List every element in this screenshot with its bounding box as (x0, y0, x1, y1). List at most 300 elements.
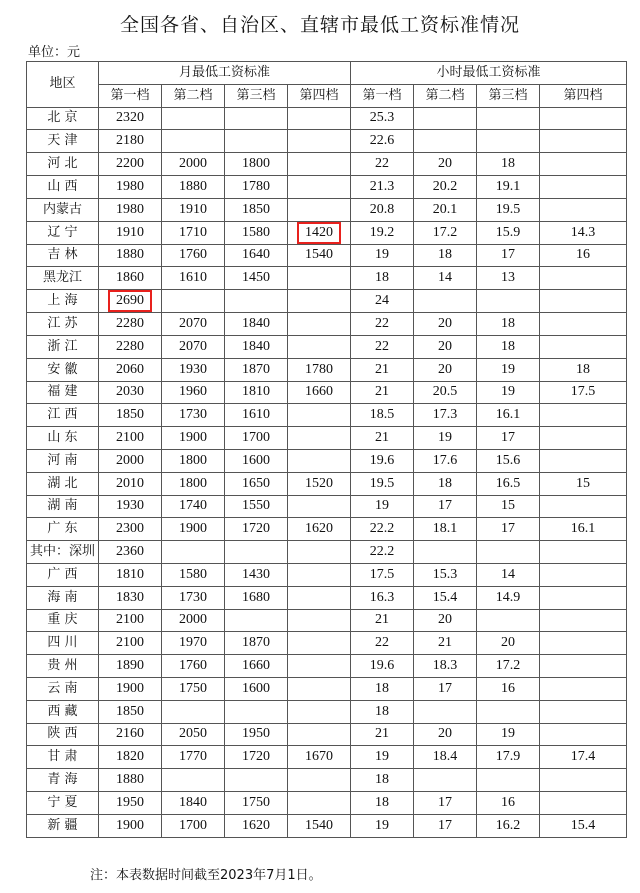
region-cell: 甘 肃 (27, 746, 99, 769)
monthly-tier-1-cell: 1820 (99, 746, 162, 769)
region-cell: 广 东 (27, 518, 99, 541)
hourly-tier-4-cell (540, 655, 627, 678)
table-row (27, 586, 627, 609)
hourly-tier-3-cell: 18 (477, 313, 540, 336)
hourly-tier-3-cell: 15 (477, 495, 540, 518)
monthly-tier-2-cell (162, 290, 225, 313)
hourly-tier-1-cell: 19 (351, 495, 414, 518)
monthly-tier-4-cell (288, 267, 351, 290)
monthly-tier-4-cell: 1660 (288, 381, 351, 404)
monthly-tier-2-cell (162, 130, 225, 153)
monthly-tier-4-cell (288, 427, 351, 450)
monthly-tier-3-cell: 1840 (225, 335, 288, 358)
monthly-tier-4-cell (288, 290, 351, 313)
monthly-tier-4-cell (288, 153, 351, 176)
monthly-tier-4-cell (288, 198, 351, 221)
monthly-tier-3-cell: 1450 (225, 267, 288, 290)
region-cell: 上 海 (27, 290, 99, 313)
monthly-tier-3-cell: 1580 (225, 221, 288, 244)
hourly-tier-4-cell (540, 791, 627, 814)
region-cell: 云 南 (27, 677, 99, 700)
monthly-tier-1-cell (99, 290, 162, 313)
hourly-tier-2-cell: 18.3 (414, 655, 477, 678)
hourly-tier-1-cell: 21 (351, 358, 414, 381)
hourly-tier-1-cell: 22.2 (351, 518, 414, 541)
table-row (27, 495, 627, 518)
table-row (27, 723, 627, 746)
monthly-tier-3-cell: 1800 (225, 153, 288, 176)
hourly-tier-3-cell: 18 (477, 335, 540, 358)
hourly-tier-3-cell: 16 (477, 791, 540, 814)
monthly-tier-4-cell (288, 130, 351, 153)
hourly-tier-1-cell: 18 (351, 700, 414, 723)
monthly-tier-1-cell: 1880 (99, 769, 162, 792)
table-row (27, 427, 627, 450)
monthly-tier-1-cell: 1930 (99, 495, 162, 518)
region-cell: 广 西 (27, 563, 99, 586)
hourly-tier-4-cell (540, 723, 627, 746)
table-row (27, 290, 627, 313)
region-cell: 四 川 (27, 632, 99, 655)
hourly-tier-2-cell: 20 (414, 358, 477, 381)
region-cell: 河 南 (27, 449, 99, 472)
monthly-tier-2-cell: 1770 (162, 746, 225, 769)
monthly-tier-4-cell (288, 723, 351, 746)
monthly-tier-4-cell (288, 221, 351, 244)
header-monthly-tier-1: 第一档 (99, 84, 162, 107)
hourly-tier-4-cell (540, 404, 627, 427)
monthly-tier-4-cell: 1620 (288, 518, 351, 541)
monthly-tier-2-cell: 1800 (162, 449, 225, 472)
monthly-tier-4-cell (288, 449, 351, 472)
hourly-tier-3-cell (477, 769, 540, 792)
hourly-tier-1-cell: 22 (351, 153, 414, 176)
monthly-tier-4-cell (288, 175, 351, 198)
monthly-tier-3-cell (225, 107, 288, 130)
monthly-tier-3-cell (225, 769, 288, 792)
hourly-tier-1-cell: 21.3 (351, 175, 414, 198)
region-cell: 青 海 (27, 769, 99, 792)
hourly-tier-2-cell: 18.1 (414, 518, 477, 541)
region-cell: 陕 西 (27, 723, 99, 746)
hourly-tier-1-cell: 19.6 (351, 655, 414, 678)
monthly-tier-4-cell: 1540 (288, 244, 351, 267)
monthly-tier-3-cell: 1660 (225, 655, 288, 678)
monthly-tier-1-cell: 2200 (99, 153, 162, 176)
hourly-tier-2-cell: 15.4 (414, 586, 477, 609)
hourly-tier-3-cell (477, 290, 540, 313)
monthly-tier-2-cell: 2070 (162, 313, 225, 336)
hourly-tier-3-cell (477, 541, 540, 564)
monthly-tier-2-cell (162, 107, 225, 130)
hourly-tier-3-cell: 17 (477, 427, 540, 450)
hourly-tier-4-cell (540, 769, 627, 792)
hourly-tier-4-cell: 17.5 (540, 381, 627, 404)
table-row (27, 632, 627, 655)
header-monthly-group: 月最低工资标准 (99, 62, 351, 85)
monthly-tier-3-cell: 1870 (225, 632, 288, 655)
hourly-tier-4-cell (540, 586, 627, 609)
table-row (27, 700, 627, 723)
monthly-tier-3-cell: 1700 (225, 427, 288, 450)
monthly-tier-1-cell: 1880 (99, 244, 162, 267)
monthly-tier-4-cell (288, 769, 351, 792)
hourly-tier-2-cell (414, 130, 477, 153)
footnote: 注：本表数据时间截至2023年7月1日。 (90, 868, 322, 883)
monthly-tier-2-cell: 1610 (162, 267, 225, 290)
table-row (27, 655, 627, 678)
hourly-tier-4-cell (540, 290, 627, 313)
region-cell: 重 庆 (27, 609, 99, 632)
monthly-tier-4-cell: 1540 (288, 814, 351, 837)
region-cell: 辽 宁 (27, 221, 99, 244)
hourly-tier-4-cell: 15 (540, 472, 627, 495)
table-row (27, 609, 627, 632)
monthly-tier-3-cell: 1750 (225, 791, 288, 814)
hourly-tier-4-cell (540, 541, 627, 564)
monthly-tier-1-cell: 1950 (99, 791, 162, 814)
monthly-tier-2-cell: 2070 (162, 335, 225, 358)
table-row (27, 769, 627, 792)
table-row (27, 404, 627, 427)
hourly-tier-1-cell: 18 (351, 791, 414, 814)
region-cell: 海 南 (27, 586, 99, 609)
hourly-tier-1-cell: 22.6 (351, 130, 414, 153)
hourly-tier-1-cell: 22 (351, 335, 414, 358)
monthly-tier-3-cell: 1430 (225, 563, 288, 586)
hourly-tier-4-cell (540, 700, 627, 723)
table-row (27, 746, 627, 769)
hourly-tier-1-cell: 17.5 (351, 563, 414, 586)
table-row (27, 221, 627, 244)
table-row (27, 130, 627, 153)
table-row (27, 107, 627, 130)
hourly-tier-1-cell: 21 (351, 723, 414, 746)
hourly-tier-3-cell: 19 (477, 381, 540, 404)
hourly-tier-2-cell: 17.2 (414, 221, 477, 244)
table-row (27, 267, 627, 290)
monthly-tier-2-cell: 1840 (162, 791, 225, 814)
hourly-tier-3-cell: 13 (477, 267, 540, 290)
hourly-tier-2-cell: 20 (414, 153, 477, 176)
hourly-tier-1-cell: 18 (351, 267, 414, 290)
highlight-box: 1420 (297, 222, 341, 244)
header-row-tiers (27, 84, 627, 107)
monthly-tier-2-cell: 1700 (162, 814, 225, 837)
hourly-tier-3-cell (477, 130, 540, 153)
hourly-tier-4-cell (540, 632, 627, 655)
monthly-tier-1-cell: 2180 (99, 130, 162, 153)
monthly-tier-3-cell (225, 609, 288, 632)
hourly-tier-3-cell: 19 (477, 723, 540, 746)
hourly-tier-4-cell: 15.4 (540, 814, 627, 837)
hourly-tier-4-cell (540, 313, 627, 336)
monthly-tier-1-cell: 1830 (99, 586, 162, 609)
hourly-tier-2-cell: 19 (414, 427, 477, 450)
monthly-tier-1-cell: 2100 (99, 632, 162, 655)
region-cell: 西 藏 (27, 700, 99, 723)
table-row (27, 677, 627, 700)
header-monthly-tier-2: 第二档 (162, 84, 225, 107)
monthly-tier-4-cell (288, 335, 351, 358)
hourly-tier-3-cell (477, 609, 540, 632)
hourly-tier-1-cell: 20.8 (351, 198, 414, 221)
monthly-tier-4-cell (288, 609, 351, 632)
hourly-tier-1-cell: 19 (351, 814, 414, 837)
monthly-tier-1-cell: 2100 (99, 427, 162, 450)
header-hourly-tier-1: 第一档 (351, 84, 414, 107)
hourly-tier-1-cell: 19 (351, 244, 414, 267)
table-row (27, 791, 627, 814)
hourly-tier-3-cell: 14 (477, 563, 540, 586)
hourly-tier-4-cell: 16 (540, 244, 627, 267)
table-row (27, 358, 627, 381)
monthly-tier-1-cell: 2000 (99, 449, 162, 472)
hourly-tier-2-cell: 15.3 (414, 563, 477, 586)
region-cell: 黑龙江 (27, 267, 99, 290)
monthly-tier-4-cell (288, 632, 351, 655)
header-hourly-tier-2: 第二档 (414, 84, 477, 107)
hourly-tier-4-cell: 16.1 (540, 518, 627, 541)
hourly-tier-4-cell (540, 153, 627, 176)
hourly-tier-2-cell: 20 (414, 609, 477, 632)
monthly-tier-2-cell: 1960 (162, 381, 225, 404)
monthly-tier-1-cell: 1980 (99, 175, 162, 198)
hourly-tier-1-cell: 18 (351, 677, 414, 700)
hourly-tier-3-cell: 18 (477, 153, 540, 176)
hourly-tier-4-cell (540, 175, 627, 198)
hourly-tier-4-cell (540, 267, 627, 290)
hourly-tier-3-cell: 16.1 (477, 404, 540, 427)
hourly-tier-2-cell: 17 (414, 677, 477, 700)
monthly-tier-1-cell: 1900 (99, 677, 162, 700)
monthly-tier-2-cell: 2000 (162, 153, 225, 176)
hourly-tier-2-cell (414, 700, 477, 723)
table-body (27, 107, 627, 837)
monthly-tier-4-cell (288, 586, 351, 609)
monthly-tier-1-cell: 2300 (99, 518, 162, 541)
monthly-tier-2-cell: 1760 (162, 655, 225, 678)
hourly-tier-4-cell: 17.4 (540, 746, 627, 769)
table-row (27, 335, 627, 358)
monthly-tier-4-cell (288, 495, 351, 518)
hourly-tier-3-cell (477, 107, 540, 130)
monthly-tier-1-cell: 1850 (99, 404, 162, 427)
hourly-tier-3-cell: 16.5 (477, 472, 540, 495)
hourly-tier-1-cell: 25.3 (351, 107, 414, 130)
hourly-tier-2-cell: 17.6 (414, 449, 477, 472)
monthly-tier-3-cell (225, 290, 288, 313)
hourly-tier-1-cell: 19.2 (351, 221, 414, 244)
hourly-tier-2-cell (414, 769, 477, 792)
table-row (27, 563, 627, 586)
monthly-tier-4-cell (288, 541, 351, 564)
hourly-tier-1-cell: 19.5 (351, 472, 414, 495)
monthly-tier-4-cell (288, 791, 351, 814)
hourly-tier-3-cell: 15.9 (477, 221, 540, 244)
header-hourly-group: 小时最低工资标准 (351, 62, 627, 85)
table-row (27, 313, 627, 336)
monthly-tier-1-cell: 1810 (99, 563, 162, 586)
monthly-tier-1-cell: 2010 (99, 472, 162, 495)
header-monthly-tier-3: 第三档 (225, 84, 288, 107)
monthly-tier-3-cell: 1720 (225, 746, 288, 769)
hourly-tier-2-cell: 18 (414, 244, 477, 267)
monthly-tier-2-cell: 1580 (162, 563, 225, 586)
hourly-tier-3-cell: 14.9 (477, 586, 540, 609)
hourly-tier-1-cell: 22 (351, 632, 414, 655)
monthly-tier-3-cell: 1650 (225, 472, 288, 495)
table-row (27, 244, 627, 267)
monthly-tier-1-cell: 2100 (99, 609, 162, 632)
monthly-tier-1-cell: 2320 (99, 107, 162, 130)
table-row (27, 814, 627, 837)
region-cell: 北 京 (27, 107, 99, 130)
region-cell: 江 苏 (27, 313, 99, 336)
hourly-tier-4-cell: 14.3 (540, 221, 627, 244)
hourly-tier-1-cell: 22.2 (351, 541, 414, 564)
hourly-tier-3-cell: 19.1 (477, 175, 540, 198)
monthly-tier-3-cell: 1870 (225, 358, 288, 381)
monthly-tier-2-cell: 1880 (162, 175, 225, 198)
monthly-tier-4-cell (288, 313, 351, 336)
region-cell: 山 东 (27, 427, 99, 450)
monthly-tier-4-cell: 1670 (288, 746, 351, 769)
region-cell: 安 徽 (27, 358, 99, 381)
monthly-tier-4-cell: 1520 (288, 472, 351, 495)
monthly-tier-1-cell: 1910 (99, 221, 162, 244)
region-cell: 山 西 (27, 175, 99, 198)
table-row (27, 198, 627, 221)
monthly-tier-2-cell: 1910 (162, 198, 225, 221)
hourly-tier-1-cell: 19.6 (351, 449, 414, 472)
monthly-tier-3-cell: 1680 (225, 586, 288, 609)
monthly-tier-2-cell: 1750 (162, 677, 225, 700)
hourly-tier-2-cell (414, 290, 477, 313)
monthly-tier-3-cell: 1840 (225, 313, 288, 336)
hourly-tier-3-cell: 16 (477, 677, 540, 700)
monthly-tier-2-cell: 1730 (162, 586, 225, 609)
hourly-tier-3-cell: 19.5 (477, 198, 540, 221)
header-hourly-tier-4: 第四档 (540, 84, 627, 107)
hourly-tier-3-cell: 17 (477, 518, 540, 541)
hourly-tier-1-cell: 22 (351, 313, 414, 336)
monthly-tier-1-cell: 2280 (99, 313, 162, 336)
monthly-tier-3-cell (225, 541, 288, 564)
region-cell: 新 疆 (27, 814, 99, 837)
header-monthly-tier-4: 第四档 (288, 84, 351, 107)
monthly-tier-2-cell: 1760 (162, 244, 225, 267)
monthly-tier-2-cell: 1740 (162, 495, 225, 518)
table-row (27, 541, 627, 564)
monthly-tier-1-cell: 2360 (99, 541, 162, 564)
monthly-tier-3-cell (225, 130, 288, 153)
monthly-tier-3-cell: 1600 (225, 449, 288, 472)
monthly-tier-2-cell: 2050 (162, 723, 225, 746)
monthly-tier-4-cell: 1780 (288, 358, 351, 381)
region-cell: 江 西 (27, 404, 99, 427)
monthly-tier-1-cell: 2030 (99, 381, 162, 404)
hourly-tier-1-cell: 21 (351, 381, 414, 404)
monthly-tier-3-cell (225, 700, 288, 723)
monthly-tier-3-cell: 1600 (225, 677, 288, 700)
monthly-tier-2-cell (162, 700, 225, 723)
table-row (27, 449, 627, 472)
table-row (27, 472, 627, 495)
monthly-tier-2-cell: 2000 (162, 609, 225, 632)
monthly-tier-4-cell (288, 700, 351, 723)
monthly-tier-2-cell: 1710 (162, 221, 225, 244)
monthly-tier-2-cell: 1930 (162, 358, 225, 381)
hourly-tier-2-cell: 14 (414, 267, 477, 290)
monthly-tier-4-cell (288, 107, 351, 130)
monthly-tier-2-cell: 1900 (162, 427, 225, 450)
monthly-tier-1-cell: 1850 (99, 700, 162, 723)
header-row-groups (27, 62, 627, 85)
table-row (27, 381, 627, 404)
hourly-tier-1-cell: 19 (351, 746, 414, 769)
monthly-tier-1-cell: 2280 (99, 335, 162, 358)
monthly-tier-4-cell (288, 404, 351, 427)
region-cell: 福 建 (27, 381, 99, 404)
hourly-tier-2-cell: 17 (414, 814, 477, 837)
hourly-tier-4-cell (540, 335, 627, 358)
hourly-tier-1-cell: 24 (351, 290, 414, 313)
hourly-tier-2-cell: 21 (414, 632, 477, 655)
hourly-tier-1-cell: 16.3 (351, 586, 414, 609)
hourly-tier-4-cell (540, 449, 627, 472)
monthly-tier-1-cell: 2160 (99, 723, 162, 746)
region-cell: 宁 夏 (27, 791, 99, 814)
highlight-box: 2690 (108, 290, 152, 312)
page-title: 全国各省、自治区、直辖市最低工资标准情况 (119, 14, 520, 36)
hourly-tier-1-cell: 21 (351, 609, 414, 632)
hourly-tier-1-cell: 21 (351, 427, 414, 450)
hourly-tier-2-cell: 20 (414, 313, 477, 336)
hourly-tier-4-cell (540, 427, 627, 450)
region-cell: 贵 州 (27, 655, 99, 678)
hourly-tier-4-cell (540, 563, 627, 586)
monthly-tier-4-cell (288, 563, 351, 586)
hourly-tier-4-cell (540, 130, 627, 153)
hourly-tier-4-cell (540, 677, 627, 700)
hourly-tier-3-cell: 17 (477, 244, 540, 267)
hourly-tier-2-cell: 20.1 (414, 198, 477, 221)
unit-label: 单位：元 (28, 45, 81, 60)
hourly-tier-3-cell: 15.6 (477, 449, 540, 472)
hourly-tier-4-cell (540, 198, 627, 221)
region-cell: 其中：深圳 (27, 541, 99, 564)
monthly-tier-3-cell: 1610 (225, 404, 288, 427)
region-cell: 内蒙古 (27, 198, 99, 221)
monthly-tier-2-cell (162, 541, 225, 564)
hourly-tier-2-cell: 20 (414, 723, 477, 746)
hourly-tier-4-cell (540, 107, 627, 130)
monthly-tier-2-cell: 1900 (162, 518, 225, 541)
header-hourly-tier-3: 第三档 (477, 84, 540, 107)
hourly-tier-2-cell: 18 (414, 472, 477, 495)
region-cell: 浙 江 (27, 335, 99, 358)
table-header (27, 62, 627, 108)
monthly-tier-2-cell: 1730 (162, 404, 225, 427)
monthly-tier-3-cell: 1640 (225, 244, 288, 267)
hourly-tier-2-cell: 20 (414, 335, 477, 358)
hourly-tier-4-cell (540, 495, 627, 518)
monthly-tier-3-cell: 1550 (225, 495, 288, 518)
table-row (27, 175, 627, 198)
minimum-wage-table (26, 61, 627, 838)
hourly-tier-4-cell (540, 609, 627, 632)
